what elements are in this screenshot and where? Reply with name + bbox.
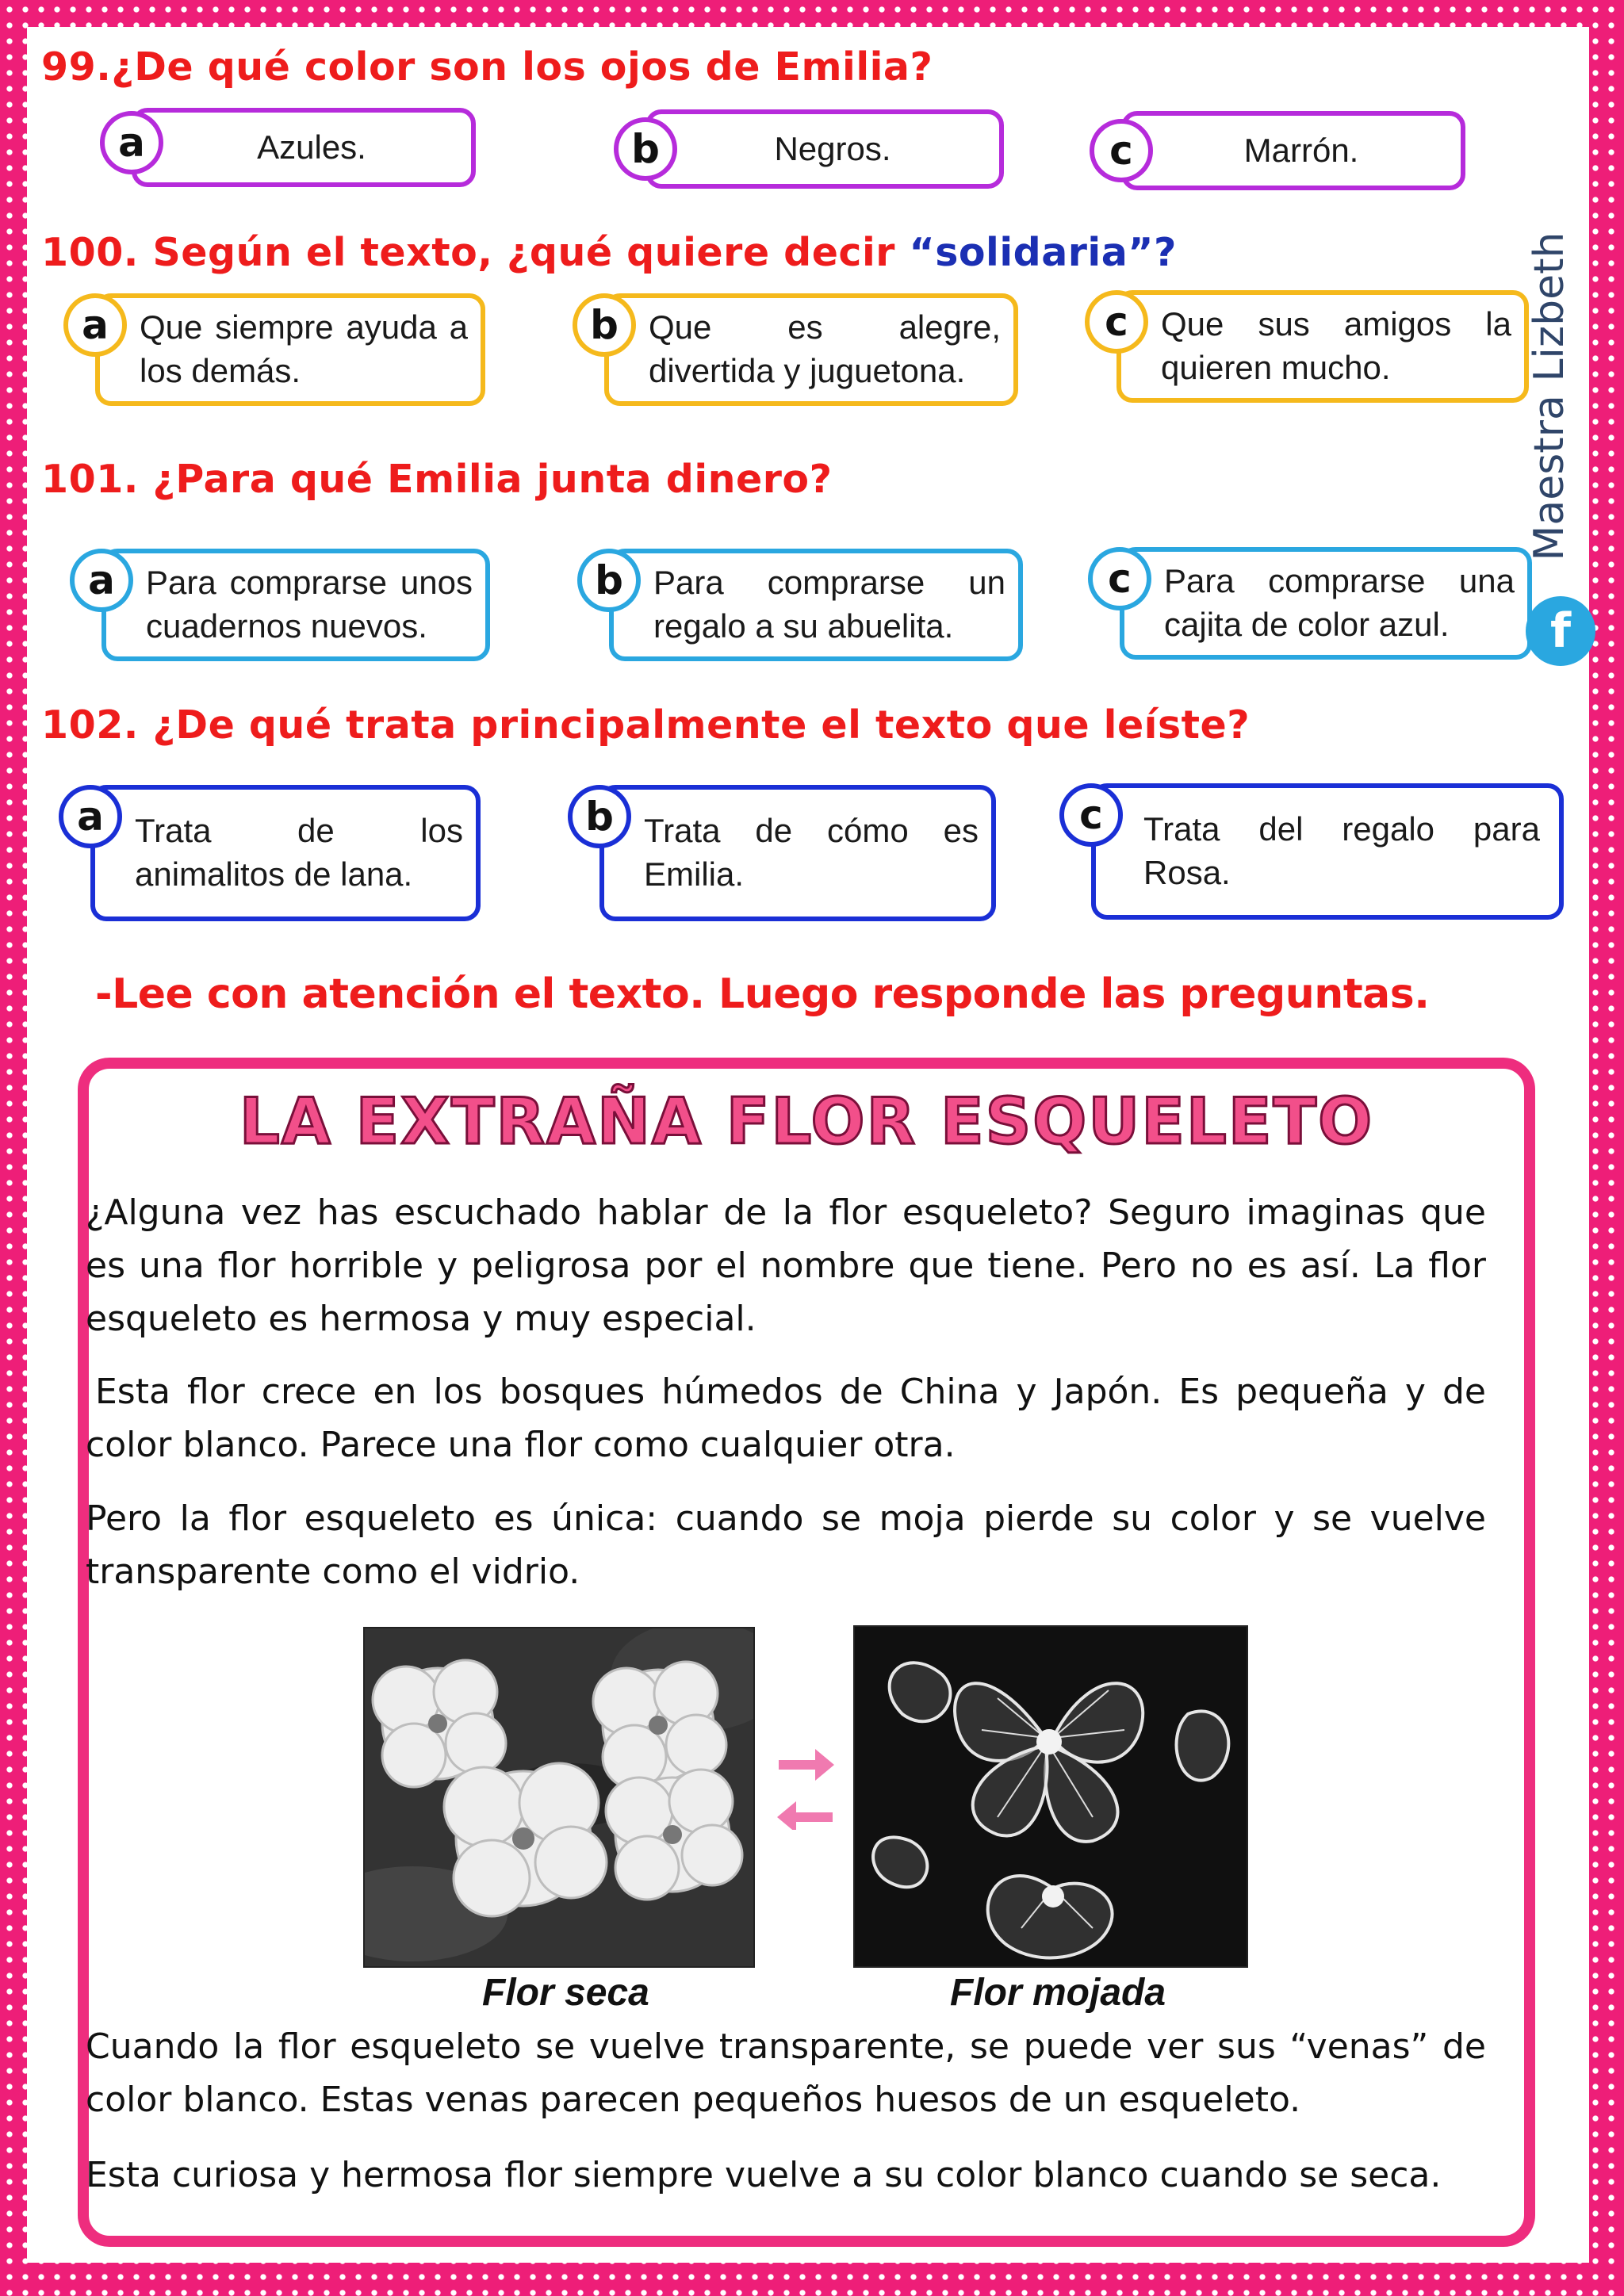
option-letter-badge: a xyxy=(100,111,163,174)
question-99-option-b[interactable] xyxy=(614,109,1004,189)
option-letter-badge: c xyxy=(1059,783,1123,847)
wet-flower-photo xyxy=(853,1625,1248,1968)
reading-paragraph-2: Esta flor crece en los bosques húmedos de China y Japón. Es pequeña y de color blanco. Parece una flor como cualquier otra. xyxy=(86,1372,1486,1465)
arrow-left-icon xyxy=(777,1801,833,1830)
worksheet-page xyxy=(27,27,1589,2263)
option-box: Para comprarse un regalo a su abuelita. xyxy=(609,549,1023,661)
reading-paragraph-5: Esta curiosa y hermosa flor siempre vuelve a su color blanco cuando se seca. xyxy=(86,2155,1442,2195)
question-100-option-a[interactable] xyxy=(63,293,485,406)
option-box: Trata del regalo para Rosa. xyxy=(1091,783,1564,920)
question-100-option-b[interactable] xyxy=(573,293,1018,406)
facebook-icon: f xyxy=(1526,596,1595,666)
watermark xyxy=(1510,119,1589,674)
reading-title: LA EXTRAÑA FLOR ESQUELETO xyxy=(239,1085,1374,1158)
option-letter-badge: c xyxy=(1088,547,1151,610)
option-letter-badge: a xyxy=(70,549,133,612)
option-box: Que sus amigos la quieren mucho. xyxy=(1116,290,1529,403)
option-box: Que siempre ayuda a los demás. xyxy=(95,293,485,406)
question-101-option-a[interactable] xyxy=(70,549,490,661)
option-letter-badge: b xyxy=(577,549,641,612)
caption-dry-flower: Flor seca xyxy=(482,1972,649,2014)
reading-instruction: -Lee con atención el texto. Luego responde las preguntas. xyxy=(95,970,1430,1018)
reading-paragraph-1: ¿Alguna vez has escuchado hablar de la flor esqueleto? Seguro imaginas que es una flor horrible y peligrosa por el nombre que tiene. Pero no es así. La flor esqueleto es hermosa y muy especial. xyxy=(86,1192,1486,1339)
question-102-option-b[interactable] xyxy=(568,785,996,921)
option-box: Que es alegre, divertida y juguetona. xyxy=(604,293,1018,406)
question-100-option-c[interactable] xyxy=(1085,290,1529,403)
dry-flower-photo xyxy=(363,1627,755,1968)
option-box: Para comprarse unos cuadernos nuevos. xyxy=(102,549,490,661)
reading-paragraph-4: Cuando la flor esqueleto se vuelve transparente, se puede ver sus “venas” de color blanco. Estas venas parecen pequeños huesos de un esqueleto. xyxy=(86,2026,1486,2120)
option-box: Trata de los animalitos de lana. xyxy=(90,785,481,921)
option-letter-badge: c xyxy=(1090,119,1153,182)
option-letter-badge: a xyxy=(63,293,127,357)
option-box: Marrón. xyxy=(1121,111,1465,190)
reading-paragraph-3: Pero la flor esqueleto es única: cuando se moja pierde su color y se vuelve transparente como el vidrio. xyxy=(86,1498,1486,1592)
question-99-option-c[interactable] xyxy=(1090,111,1465,190)
option-letter-badge: b xyxy=(568,785,631,848)
arrow-right-icon xyxy=(776,1743,836,1830)
question-102-option-a[interactable] xyxy=(59,785,481,921)
option-box: Negros. xyxy=(645,109,1004,189)
option-box: Azules. xyxy=(132,108,476,187)
question-101-title: 101. ¿Para qué Emilia junta dinero? xyxy=(41,457,833,502)
question-101-option-c[interactable] xyxy=(1088,547,1532,660)
option-letter-badge: a xyxy=(59,785,122,848)
option-letter-badge: b xyxy=(573,293,636,357)
question-101-option-b[interactable] xyxy=(577,549,1023,661)
question-102-title: 102. ¿De qué trata principalmente el texto que leíste? xyxy=(41,702,1251,748)
option-letter-badge: b xyxy=(614,117,677,181)
option-letter-badge: c xyxy=(1085,290,1148,354)
question-99-option-a[interactable] xyxy=(100,108,476,187)
question-99-title: 99.¿De qué color son los ojos de Emilia? xyxy=(41,44,933,90)
question-102-option-c[interactable] xyxy=(1059,783,1564,920)
highlighted-word: “solidaria”? xyxy=(909,230,1177,275)
option-box: Para comprarse una cajita de color azul. xyxy=(1120,547,1532,660)
caption-wet-flower: Flor mojada xyxy=(950,1972,1166,2014)
watermark-text: Maestra Lizbeth xyxy=(1526,232,1573,561)
option-box: Trata de cómo es Emilia. xyxy=(599,785,996,921)
question-100-title: 100. Según el texto, ¿qué quiere decir “solidaria”? xyxy=(41,230,1177,275)
